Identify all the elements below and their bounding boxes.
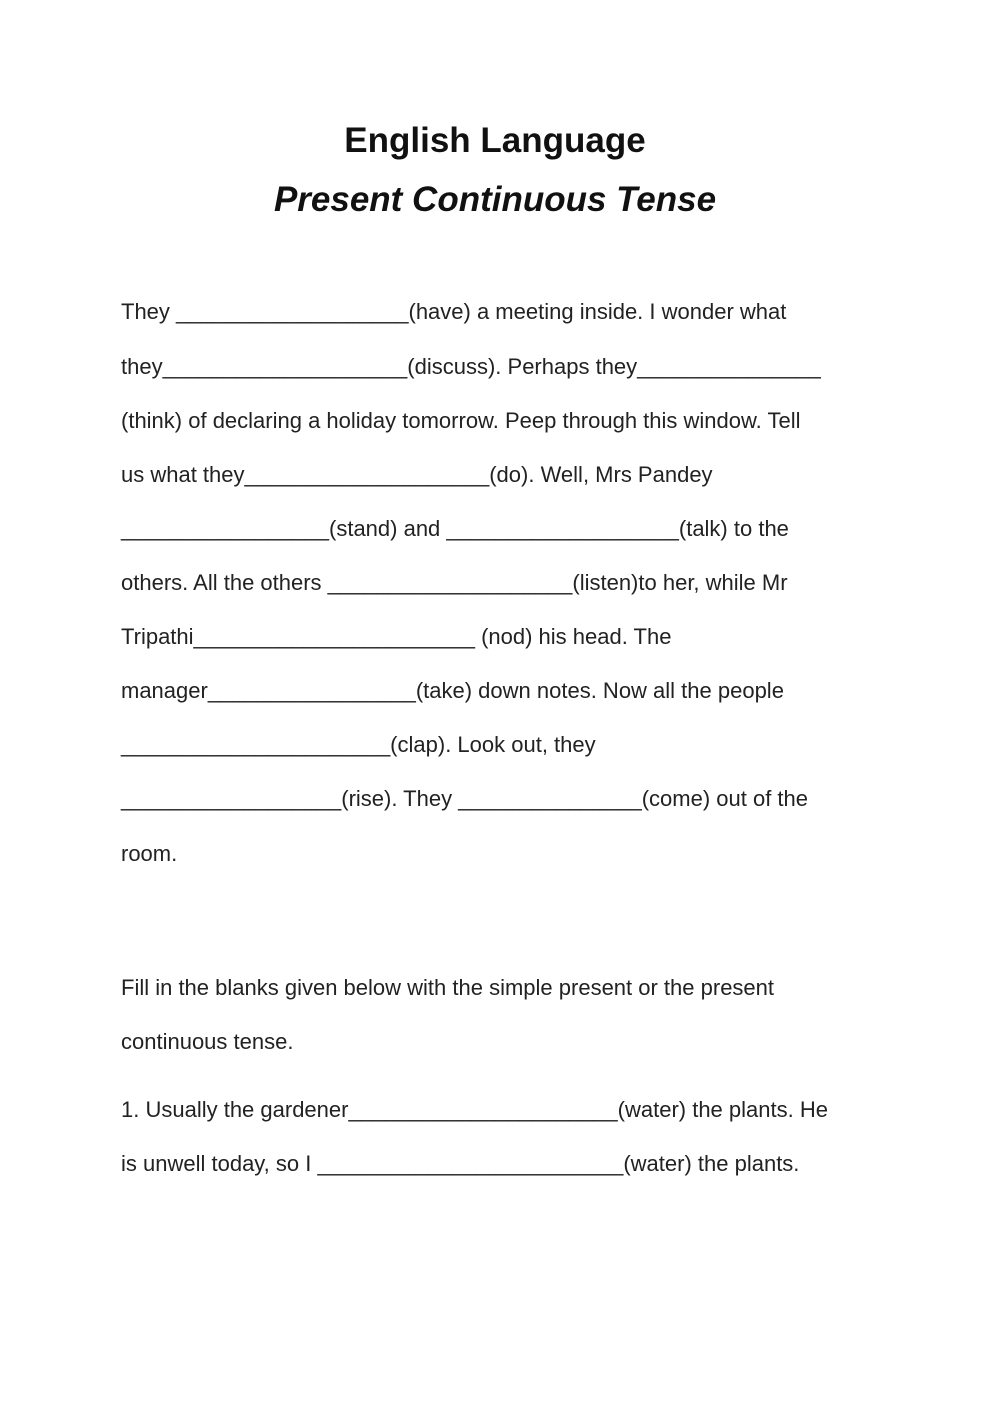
passage-line: __________________(rise). They _______________(come) out of the: [121, 786, 809, 811]
page-subtitle: Present Continuous Tense: [273, 180, 717, 219]
passage-line: ______________________(clap). Look out, they: [121, 732, 596, 757]
passage-line: us what they____________________(do). Well, Mrs Pandey: [121, 462, 713, 487]
instruction-line: Fill in the blanks given below with the simple present or the present: [121, 975, 775, 1000]
passage-line: they____________________(discuss). Perhaps they_______________: [121, 354, 821, 379]
page-title: English Language: [344, 121, 646, 160]
instruction-line: continuous tense.: [121, 1029, 294, 1054]
passage-line: _________________(stand) and ___________________(talk) to the: [121, 516, 789, 541]
passage-line: manager_________________(take) down notes. Now all the people: [121, 678, 784, 703]
passage-line: (think) of declaring a holiday tomorrow. Peep through this window. Tell: [121, 408, 801, 433]
passage-line: room.: [121, 841, 178, 866]
exercise-line: is unwell today, so I _________________________(water) the plants.: [121, 1151, 800, 1176]
passage-line: others. All the others ____________________(listen)to her, while Mr: [121, 570, 788, 595]
passage-line: Tripathi_______________________ (nod) his head. The: [121, 624, 672, 649]
passage-line: They ___________________(have) a meeting inside. I wonder what: [121, 299, 787, 324]
exercise-line: 1. Usually the gardener______________________(water) the plants. He: [121, 1097, 828, 1122]
